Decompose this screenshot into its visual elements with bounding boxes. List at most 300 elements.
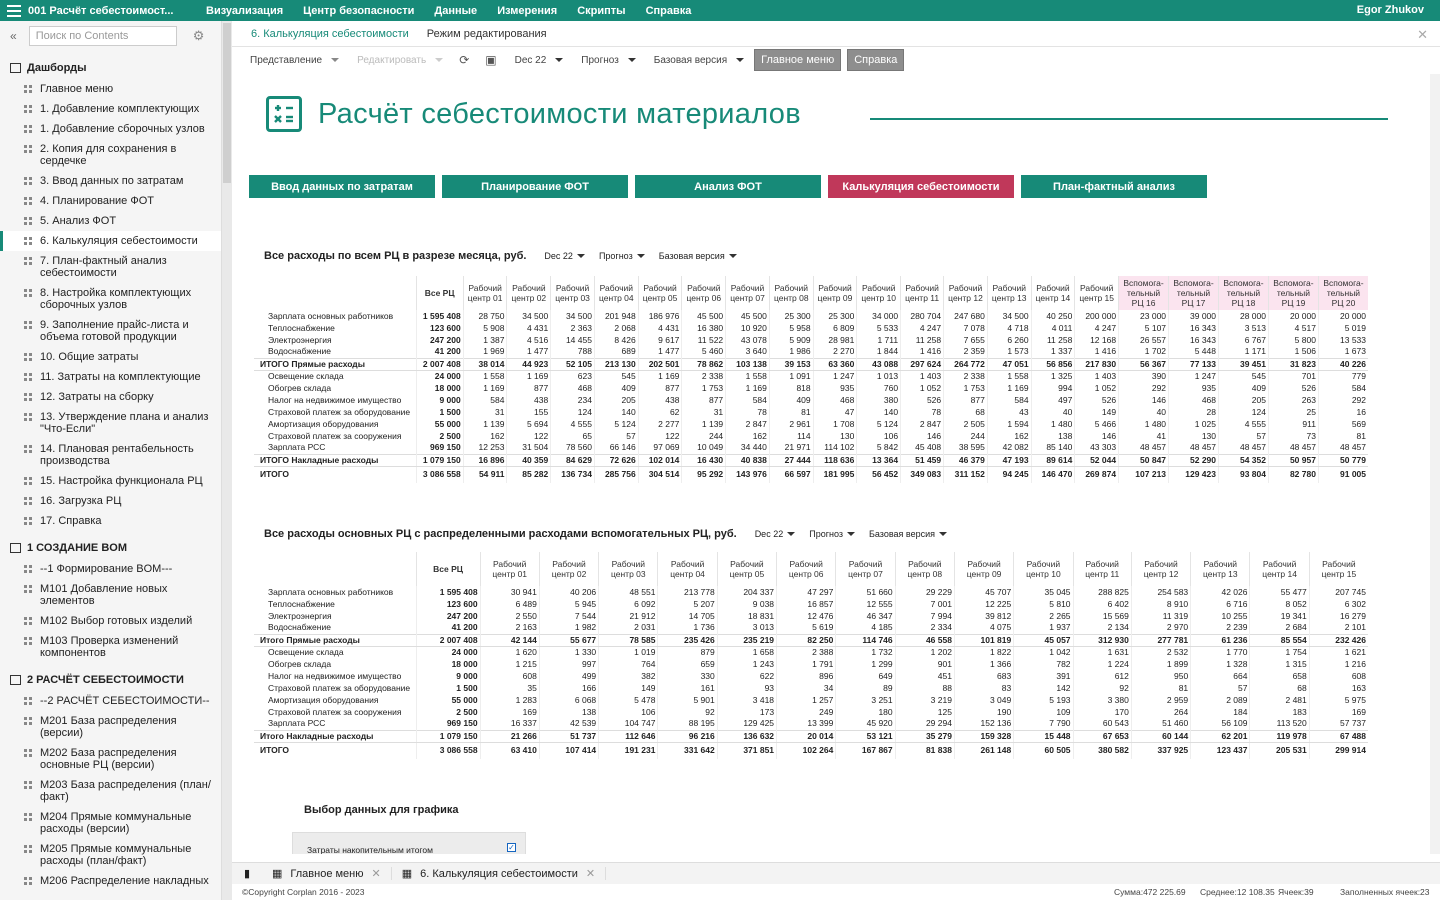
table-cell[interactable]: 51 660 xyxy=(836,586,895,598)
table-cell[interactable]: 1 558 xyxy=(726,370,770,382)
table-cell[interactable]: 818 xyxy=(769,382,813,394)
table-cell[interactable]: 25 xyxy=(1268,406,1318,418)
table-cell[interactable]: 5 619 xyxy=(777,622,836,634)
table-cell[interactable]: 1 477 xyxy=(507,346,551,358)
table-cell[interactable]: 57 737 xyxy=(1309,718,1368,730)
table-cell[interactable]: 81 xyxy=(769,406,813,418)
table-cell[interactable]: 4 185 xyxy=(836,622,895,634)
table-cell[interactable]: 78 560 xyxy=(551,442,595,454)
table-cell[interactable]: 40 359 xyxy=(507,454,551,466)
table-cell[interactable]: 2 031 xyxy=(599,622,658,634)
table-cell[interactable]: 51 459 xyxy=(901,454,944,466)
table-cell[interactable]: 2 388 xyxy=(777,646,836,658)
table-cell[interactable]: 2 163 xyxy=(480,622,539,634)
table-cell[interactable]: 2 959 xyxy=(1131,694,1190,706)
table-cell[interactable]: 2 359 xyxy=(944,346,988,358)
sidebar-item[interactable] xyxy=(0,491,221,511)
table-cell[interactable]: 7 544 xyxy=(539,610,598,622)
close-tab-icon[interactable]: ✕ xyxy=(371,868,381,880)
table-cell[interactable]: 93 804 xyxy=(1219,466,1269,483)
table-cell[interactable]: 109 xyxy=(1014,706,1073,718)
cell-all-rc[interactable]: 18 000 xyxy=(416,658,480,670)
table-cell[interactable]: 292 xyxy=(1318,394,1368,406)
table-cell[interactable]: 25 300 xyxy=(769,310,813,322)
table-cell[interactable]: 1 139 xyxy=(463,418,507,430)
table-cell[interactable]: 1 658 xyxy=(717,646,776,658)
table-cell[interactable]: 247 680 xyxy=(944,310,988,322)
table-cell[interactable]: 146 xyxy=(1075,430,1119,442)
table-cell[interactable]: 23 000 xyxy=(1119,310,1169,322)
table-cell[interactable]: 5 975 xyxy=(1309,694,1368,706)
table-cell[interactable]: 125 xyxy=(895,706,954,718)
table-cell[interactable]: 124 xyxy=(551,406,595,418)
table-cell[interactable]: 330 xyxy=(658,670,717,682)
sidebar-item[interactable] xyxy=(0,871,221,891)
table-cell[interactable]: 11 319 xyxy=(1131,610,1190,622)
table-cell[interactable]: 1 631 xyxy=(1073,646,1131,658)
cell-all-rc[interactable]: 41 200 xyxy=(416,346,463,358)
table-cell[interactable]: 288 825 xyxy=(1073,586,1131,598)
table-cell[interactable]: 124 xyxy=(1219,406,1269,418)
table-cell[interactable]: 57 xyxy=(594,430,638,442)
table-cell[interactable]: 201 948 xyxy=(594,310,638,322)
refresh-icon[interactable]: ⟳ xyxy=(459,53,470,67)
table-cell[interactable]: 1 403 xyxy=(901,370,944,382)
table-cell[interactable]: 285 756 xyxy=(594,466,638,483)
table-cell[interactable]: 6 092 xyxy=(599,598,658,610)
table-cell[interactable]: 205 xyxy=(1219,394,1269,406)
table-cell[interactable]: 545 xyxy=(1219,370,1269,382)
app-title[interactable]: 001 Расчёт себестоимост... xyxy=(28,4,174,17)
table-cell[interactable]: 39 153 xyxy=(769,358,813,370)
table-cell[interactable]: 16 896 xyxy=(463,454,507,466)
table-cell[interactable]: 29 229 xyxy=(895,586,954,598)
tab-active-dashboard[interactable]: 6. Калькуляция себестоимости xyxy=(251,27,409,40)
table-cell[interactable]: 55 477 xyxy=(1250,586,1309,598)
table-cell[interactable]: 6 716 xyxy=(1191,598,1250,610)
table-cell[interactable]: 2 068 xyxy=(594,322,638,334)
table-cell[interactable]: 48 457 xyxy=(1318,442,1368,454)
table-cell[interactable]: 170 xyxy=(1073,706,1131,718)
table-cell[interactable]: 159 328 xyxy=(954,730,1013,742)
table-cell[interactable]: 180 xyxy=(836,706,895,718)
table-cell[interactable]: 89 614 xyxy=(1031,454,1075,466)
table-cell[interactable]: 41 xyxy=(1119,430,1169,442)
table-cell[interactable]: 142 xyxy=(1014,682,1073,694)
sidebar-item[interactable] xyxy=(0,231,221,251)
table-cell[interactable]: 390 xyxy=(1119,370,1169,382)
table-cell[interactable]: 2 847 xyxy=(726,418,770,430)
table-cell[interactable]: 65 xyxy=(551,430,595,442)
table-cell[interactable]: 1 202 xyxy=(895,646,954,658)
table-cell[interactable]: 28 xyxy=(1169,406,1219,418)
table-cell[interactable]: 62 xyxy=(638,406,682,418)
table-cell[interactable]: 163 xyxy=(1309,682,1368,694)
table-cell[interactable]: 51 737 xyxy=(539,730,598,742)
table-cell[interactable]: 337 925 xyxy=(1131,742,1190,759)
table-cell[interactable]: 1 416 xyxy=(1075,346,1119,358)
table-cell[interactable]: 901 xyxy=(895,658,954,670)
sidebar-item[interactable] xyxy=(0,79,221,99)
table-cell[interactable]: 95 292 xyxy=(682,466,726,483)
table-cell[interactable]: 779 xyxy=(1318,370,1368,382)
table-cell[interactable]: 205 xyxy=(594,394,638,406)
table-cell[interactable]: 3 251 xyxy=(836,694,895,706)
cell-all-rc[interactable]: 123 600 xyxy=(416,322,463,334)
table-cell[interactable]: 1 169 xyxy=(638,370,682,382)
table-cell[interactable]: 169 xyxy=(1309,706,1368,718)
table-cell[interactable]: 38 014 xyxy=(463,358,507,370)
table-cell[interactable]: 5 958 xyxy=(769,322,813,334)
table-cell[interactable]: 1 899 xyxy=(1131,658,1190,670)
table-cell[interactable]: 877 xyxy=(682,394,726,406)
table-cell[interactable]: 130 xyxy=(1169,430,1219,442)
period-dropdown[interactable]: Dec 22 xyxy=(515,55,564,66)
table-cell[interactable]: 2 101 xyxy=(1309,622,1368,634)
cell-all-rc[interactable]: 2 500 xyxy=(416,430,463,442)
table-cell[interactable]: 1 243 xyxy=(717,658,776,670)
table-cell[interactable]: 7 078 xyxy=(944,322,988,334)
menu-item[interactable]: Справка xyxy=(645,4,692,17)
table2-period-dropdown[interactable]: Dec 22 xyxy=(755,529,796,539)
sidebar-item[interactable] xyxy=(0,367,221,387)
table-cell[interactable]: 88 xyxy=(895,682,954,694)
table-cell[interactable]: 658 xyxy=(1250,670,1309,682)
table-cell[interactable]: 77 133 xyxy=(1169,358,1219,370)
menu-item[interactable]: Центр безопасности xyxy=(303,4,415,17)
table-cell[interactable]: 21 912 xyxy=(599,610,658,622)
table-cell[interactable]: 43 xyxy=(987,406,1031,418)
table-cell[interactable]: 119 978 xyxy=(1250,730,1309,742)
bookmark-icon[interactable]: ▮ xyxy=(243,868,251,880)
table-cell[interactable]: 4 431 xyxy=(638,322,682,334)
sidebar-item[interactable] xyxy=(0,251,221,283)
sidebar-item[interactable] xyxy=(0,691,221,711)
table-cell[interactable]: 2 550 xyxy=(480,610,539,622)
table-cell[interactable]: 7 790 xyxy=(1014,718,1073,730)
bottom-tab-main[interactable]: ▦ Главное меню ✕ xyxy=(262,867,392,880)
table-cell[interactable]: 1 844 xyxy=(857,346,901,358)
table-cell[interactable]: 63 410 xyxy=(480,742,539,759)
table-cell[interactable]: 3 513 xyxy=(1219,322,1269,334)
table-cell[interactable]: 205 531 xyxy=(1250,742,1309,759)
table-cell[interactable]: 297 624 xyxy=(901,358,944,370)
table-cell[interactable]: 2 961 xyxy=(769,418,813,430)
table-cell[interactable]: 438 xyxy=(507,394,551,406)
table-cell[interactable]: 2 363 xyxy=(551,322,595,334)
table-cell[interactable]: 15 448 xyxy=(1014,730,1073,742)
cell-all-rc[interactable]: 3 086 558 xyxy=(416,742,480,759)
table-cell[interactable]: 623 xyxy=(551,370,595,382)
table-cell[interactable]: 299 914 xyxy=(1309,742,1368,759)
table-cell[interactable]: 1 708 xyxy=(813,418,857,430)
nav-button[interactable]: Ввод данных по затратам xyxy=(249,175,435,198)
table-cell[interactable]: 56 109 xyxy=(1191,718,1250,730)
table-cell[interactable]: 3 640 xyxy=(726,346,770,358)
sidebar-item[interactable] xyxy=(0,743,221,775)
table-cell[interactable]: 155 xyxy=(507,406,551,418)
cell-all-rc[interactable]: 3 086 558 xyxy=(416,466,463,483)
table-cell[interactable]: 181 995 xyxy=(813,466,857,483)
table-cell[interactable]: 47 xyxy=(813,406,857,418)
table-cell[interactable]: 34 500 xyxy=(551,310,595,322)
table-cell[interactable]: 391 xyxy=(1014,670,1073,682)
table-cell[interactable]: 5 694 xyxy=(507,418,551,430)
sidebar-search-input[interactable]: Поиск по Contents xyxy=(29,26,177,46)
table-cell[interactable]: 56 856 xyxy=(1031,358,1075,370)
table-cell[interactable]: 60 505 xyxy=(1014,742,1073,759)
table-cell[interactable]: 78 585 xyxy=(599,634,658,646)
collapse-sidebar-icon[interactable]: « xyxy=(10,29,17,43)
table-cell[interactable]: 82 780 xyxy=(1268,466,1318,483)
table-cell[interactable]: 14 705 xyxy=(658,610,717,622)
table-cell[interactable]: 52 105 xyxy=(551,358,595,370)
table-cell[interactable]: 122 xyxy=(507,430,551,442)
table-cell[interactable]: 161 xyxy=(658,682,717,694)
sidebar-item[interactable] xyxy=(0,407,221,439)
table-cell[interactable]: 1 736 xyxy=(658,622,717,634)
bottom-tab-calc[interactable]: ▦ 6. Калькуляция себестоимости ✕ xyxy=(392,867,606,880)
table-cell[interactable]: 81 xyxy=(1318,430,1368,442)
cell-all-rc[interactable]: 1 079 150 xyxy=(416,454,463,466)
table-cell[interactable]: 997 xyxy=(539,658,598,670)
table1-scenario-dropdown[interactable]: Прогноз xyxy=(599,251,645,261)
table-cell[interactable]: 1 325 xyxy=(1031,370,1075,382)
table-cell[interactable]: 264 xyxy=(1131,706,1190,718)
table-cell[interactable]: 53 121 xyxy=(836,730,895,742)
table-cell[interactable]: 935 xyxy=(1169,382,1219,394)
chart-option-checkbox[interactable]: ✓ xyxy=(508,843,515,852)
table-cell[interactable]: 42 026 xyxy=(1191,586,1250,598)
table-cell[interactable]: 4 247 xyxy=(901,322,944,334)
table-cell[interactable]: 204 337 xyxy=(717,586,776,598)
table-cell[interactable]: 40 xyxy=(1031,406,1075,418)
table-cell[interactable]: 8 910 xyxy=(1131,598,1190,610)
table-cell[interactable]: 28 750 xyxy=(463,310,507,322)
table-cell[interactable]: 40 xyxy=(1119,406,1169,418)
cell-all-rc[interactable]: 2 007 408 xyxy=(416,634,480,646)
cell-all-rc[interactable]: 9 000 xyxy=(416,670,480,682)
table-cell[interactable]: 1 416 xyxy=(901,346,944,358)
table-cell[interactable]: 106 xyxy=(599,706,658,718)
table-cell[interactable]: 29 294 xyxy=(895,718,954,730)
table-cell[interactable]: 47 193 xyxy=(987,454,1031,466)
table-cell[interactable]: 62 201 xyxy=(1191,730,1250,742)
table-cell[interactable]: 409 xyxy=(769,394,813,406)
table-cell[interactable]: 81 xyxy=(1131,682,1190,694)
table-cell[interactable]: 200 000 xyxy=(1075,310,1119,322)
sidebar-item[interactable] xyxy=(0,387,221,407)
table-cell[interactable]: 191 231 xyxy=(599,742,658,759)
table-cell[interactable]: 277 781 xyxy=(1131,634,1190,646)
cell-all-rc[interactable]: 2 007 408 xyxy=(416,358,463,370)
table-cell[interactable]: 40 250 xyxy=(1031,310,1075,322)
table-cell[interactable]: 2 089 xyxy=(1191,694,1250,706)
table-cell[interactable]: 56 367 xyxy=(1119,358,1169,370)
table-cell[interactable]: 48 551 xyxy=(599,586,658,598)
table-cell[interactable]: 43 078 xyxy=(726,334,770,346)
table-cell[interactable]: 2 970 xyxy=(1131,622,1190,634)
table-cell[interactable]: 1 754 xyxy=(1250,646,1309,658)
table-cell[interactable]: 39 451 xyxy=(1219,358,1269,370)
table-cell[interactable]: 1 139 xyxy=(682,418,726,430)
nav-button[interactable]: Калькуляция себестоимости xyxy=(828,175,1014,198)
table-cell[interactable]: 1 732 xyxy=(836,646,895,658)
table-cell[interactable]: 136 632 xyxy=(717,730,776,742)
table-cell[interactable]: 39 812 xyxy=(954,610,1013,622)
table-cell[interactable]: 50 847 xyxy=(1119,454,1169,466)
table-cell[interactable]: 12 168 xyxy=(1075,334,1119,346)
table-cell[interactable]: 94 245 xyxy=(987,466,1031,483)
sidebar-item[interactable] xyxy=(0,839,221,871)
table-cell[interactable]: 280 704 xyxy=(901,310,944,322)
table-cell[interactable]: 13 364 xyxy=(857,454,901,466)
table-cell[interactable]: 20 014 xyxy=(777,730,836,742)
table-cell[interactable]: 5 207 xyxy=(658,598,717,610)
menu-item[interactable]: Измерения xyxy=(497,4,558,17)
table-cell[interactable]: 584 xyxy=(463,394,507,406)
table-cell[interactable]: 5 909 xyxy=(769,334,813,346)
table-cell[interactable]: 234 xyxy=(551,394,595,406)
table-cell[interactable]: 1 247 xyxy=(1169,370,1219,382)
cell-all-rc[interactable]: 1 079 150 xyxy=(416,730,480,742)
sidebar-item[interactable] xyxy=(0,631,221,663)
table-cell[interactable]: 2 277 xyxy=(638,418,682,430)
table-cell[interactable]: 48 457 xyxy=(1268,442,1318,454)
sidebar-scrollbar[interactable] xyxy=(222,21,232,900)
table-cell[interactable]: 5 193 xyxy=(1014,694,1073,706)
cell-all-rc[interactable]: 1 595 408 xyxy=(416,310,463,322)
table-cell[interactable]: 292 xyxy=(1119,382,1169,394)
table-cell[interactable]: 38 595 xyxy=(944,442,988,454)
nav-button[interactable]: План-фактный анализ xyxy=(1021,175,1207,198)
table-cell[interactable]: 1 558 xyxy=(987,370,1031,382)
table-cell[interactable]: 42 082 xyxy=(987,442,1031,454)
table-cell[interactable]: 12 476 xyxy=(777,610,836,622)
table-cell[interactable]: 103 138 xyxy=(726,358,770,370)
table-cell[interactable]: 43 303 xyxy=(1075,442,1119,454)
table-cell[interactable]: 21 266 xyxy=(480,730,539,742)
table-cell[interactable]: 40 838 xyxy=(726,454,770,466)
nav-button[interactable]: Планирование ФОТ xyxy=(442,175,628,198)
table-cell[interactable]: 20 000 xyxy=(1318,310,1368,322)
table-cell[interactable]: 118 636 xyxy=(813,454,857,466)
table-cell[interactable]: 244 xyxy=(682,430,726,442)
table-cell[interactable]: 55 677 xyxy=(539,634,598,646)
table-cell[interactable]: 184 xyxy=(1191,706,1250,718)
table-cell[interactable]: 526 xyxy=(901,394,944,406)
sidebar-item[interactable] xyxy=(0,711,221,743)
table-cell[interactable]: 12 555 xyxy=(836,598,895,610)
table-cell[interactable]: 4 517 xyxy=(1268,322,1318,334)
table-cell[interactable]: 129 425 xyxy=(717,718,776,730)
table-cell[interactable]: 235 219 xyxy=(717,634,776,646)
table-cell[interactable]: 8 426 xyxy=(594,334,638,346)
table-cell[interactable]: 584 xyxy=(1318,382,1368,394)
table-cell[interactable]: 5 945 xyxy=(539,598,598,610)
table-cell[interactable]: 1 969 xyxy=(463,346,507,358)
table-cell[interactable]: 5 460 xyxy=(682,346,726,358)
sidebar-item[interactable] xyxy=(0,439,221,471)
table-cell[interactable]: 2 239 xyxy=(1191,622,1250,634)
table-cell[interactable]: 149 xyxy=(1075,406,1119,418)
cell-all-rc[interactable]: 969 150 xyxy=(416,718,480,730)
table-cell[interactable]: 28 000 xyxy=(1219,310,1269,322)
table-cell[interactable]: 183 xyxy=(1250,706,1309,718)
table-cell[interactable]: 21 971 xyxy=(769,442,813,454)
table-cell[interactable]: 468 xyxy=(1169,394,1219,406)
table-cell[interactable]: 5 124 xyxy=(594,418,638,430)
table-cell[interactable]: 664 xyxy=(1191,670,1250,682)
table-cell[interactable]: 122 xyxy=(638,430,682,442)
user-name[interactable]: Egor Zhukov xyxy=(1356,4,1424,16)
sidebar-section[interactable] xyxy=(0,537,221,559)
table-cell[interactable]: 232 426 xyxy=(1309,634,1368,646)
table-cell[interactable]: 1 169 xyxy=(726,382,770,394)
table-cell[interactable]: 143 976 xyxy=(726,466,770,483)
table-cell[interactable]: 51 460 xyxy=(1131,718,1190,730)
table-cell[interactable]: 54 352 xyxy=(1219,454,1269,466)
table-cell[interactable]: 1 770 xyxy=(1191,646,1250,658)
table-cell[interactable]: 3 013 xyxy=(717,622,776,634)
table-cell[interactable]: 10 920 xyxy=(726,322,770,334)
table-cell[interactable]: 152 136 xyxy=(954,718,1013,730)
menu-item[interactable]: Визуализация xyxy=(206,4,284,17)
sidebar-item[interactable] xyxy=(0,347,221,367)
table-cell[interactable]: 1 224 xyxy=(1073,658,1131,670)
table-cell[interactable]: 42 539 xyxy=(539,718,598,730)
table-cell[interactable]: 526 xyxy=(1268,382,1318,394)
table-cell[interactable]: 78 xyxy=(726,406,770,418)
cell-all-rc[interactable]: 1 595 408 xyxy=(416,586,480,598)
table-cell[interactable]: 48 457 xyxy=(1119,442,1169,454)
table-cell[interactable]: 1 573 xyxy=(987,346,1031,358)
table-cell[interactable]: 149 xyxy=(599,682,658,694)
table-cell[interactable]: 207 745 xyxy=(1309,586,1368,598)
sidebar-item[interactable] xyxy=(0,611,221,631)
table-cell[interactable]: 1 753 xyxy=(682,382,726,394)
table-cell[interactable]: 12 253 xyxy=(463,442,507,454)
table-cell[interactable]: 1 506 xyxy=(1268,346,1318,358)
close-icon[interactable]: ✕ xyxy=(1417,27,1428,42)
table-cell[interactable]: 190 xyxy=(954,706,1013,718)
table-cell[interactable]: 48 457 xyxy=(1219,442,1269,454)
table-cell[interactable]: 2 847 xyxy=(901,418,944,430)
table1-period-dropdown[interactable]: Dec 22 xyxy=(544,251,585,261)
sidebar-item[interactable] xyxy=(0,119,221,139)
table-cell[interactable]: 4 247 xyxy=(1075,322,1119,334)
table-cell[interactable]: 5 466 xyxy=(1075,418,1119,430)
table-cell[interactable]: 54 911 xyxy=(463,466,507,483)
table-cell[interactable]: 1 673 xyxy=(1318,346,1368,358)
cell-all-rc[interactable]: 1 500 xyxy=(416,682,480,694)
sidebar-item[interactable] xyxy=(0,211,221,231)
table-cell[interactable]: 7 655 xyxy=(944,334,988,346)
table-cell[interactable]: 1 387 xyxy=(463,334,507,346)
table-cell[interactable]: 11 522 xyxy=(682,334,726,346)
cell-all-rc[interactable]: 18 000 xyxy=(416,382,463,394)
table-cell[interactable]: 50 779 xyxy=(1318,454,1368,466)
table-cell[interactable]: 45 500 xyxy=(726,310,770,322)
table-cell[interactable]: 16 279 xyxy=(1309,610,1368,622)
table-cell[interactable]: 1 480 xyxy=(1119,418,1169,430)
table-cell[interactable]: 136 734 xyxy=(551,466,595,483)
table-cell[interactable]: 138 xyxy=(1031,430,1075,442)
table-cell[interactable]: 545 xyxy=(594,370,638,382)
table-cell[interactable]: 85 554 xyxy=(1250,634,1309,646)
table-cell[interactable]: 31 xyxy=(682,406,726,418)
version-dropdown[interactable]: Базовая версия xyxy=(654,55,744,66)
